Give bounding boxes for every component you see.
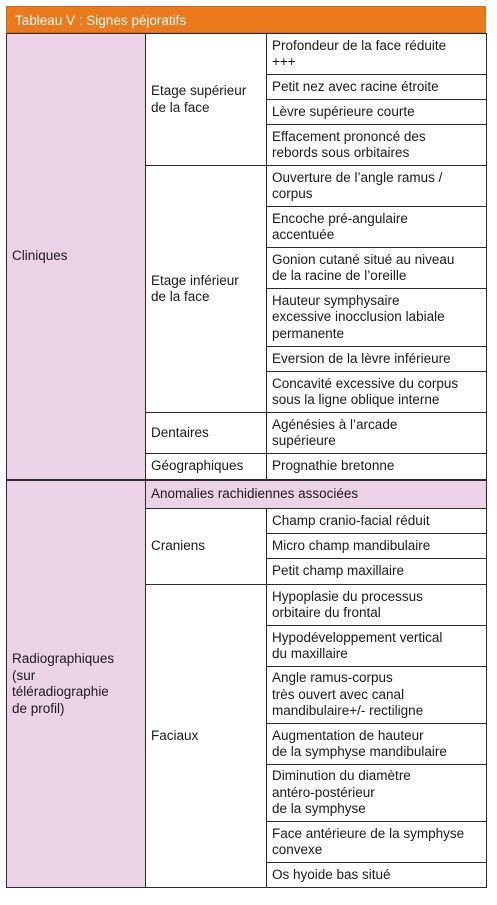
table-cell: Angle ramus-corpus très ouvert avec canal mandibulaire+/- rectiligne [267,667,487,724]
table-cell: Prognathie bretonne [267,454,487,480]
table-cell: Face antérieure de la symphyse convexe [267,822,487,863]
table-cell: Lèvre supérieure courte [267,100,487,125]
table-title: Tableau V : Signes péjoratifs [6,6,486,33]
subcategory-craniens: Craniens [146,509,267,585]
table-cell: Agénésies à l’arcade supérieure [267,413,487,454]
table-cell: Gonion cutané situé au niveau de la racine de l’oreille [267,248,487,289]
subcategory-geographiques: Géographiques [146,454,267,480]
table-cell: Concavité excessive du corpus sous la ligne oblique interne [267,372,487,413]
table-cell: Encoche pré-angulaire accentuée [267,207,487,248]
table-cell: Hypoplasie du processus orbitaire du frontal [267,585,487,626]
table-cell: Hypodéveloppement vertical du maxillaire [267,626,487,667]
category-radiographiques: Radiographiques (sur téléradiographie de profil) [7,481,146,888]
table-cell: Profondeur de la face réduite +++ [267,34,487,75]
banner-anomalies-rachidiennes: Anomalies rachidiennes associées [146,481,487,509]
subcategory-etage-superieur: Etage supérieur de la face [146,34,267,166]
table-cell: Hauteur symphysaire excessive inocclusion labiale permanente [267,289,487,347]
table-frame [6,6,486,888]
table-cell: Os hyoide bas situé [267,863,487,888]
table-cell: Champ cranio-facial réduit [267,509,487,534]
signes-pejoratifs-table [6,33,487,480]
table-cell: Petit nez avec racine étroite [267,75,487,100]
category-cliniques: Cliniques [7,34,146,480]
table-cell: Effacement prononcé des rebords sous orbitaires [267,125,487,166]
radiographiques-table [6,480,487,888]
subcategory-dentaires: Dentaires [146,413,267,454]
table-cell: Eversion de la lèvre inférieure [267,347,487,372]
table-cell: Petit champ maxillaire [267,559,487,585]
subcategory-faciaux: Faciaux [146,585,267,888]
table-cell: Diminution du diamètre antéro-postérieur de la symphyse [267,765,487,822]
table-cell: Ouverture de l’angle ramus / corpus [267,166,487,207]
table-cell: Micro champ mandibulaire [267,534,487,559]
subcategory-etage-inferieur: Etage inférieur de la face [146,166,267,413]
table-cell: Augmentation de hauteur de la symphyse mandibulaire [267,724,487,765]
